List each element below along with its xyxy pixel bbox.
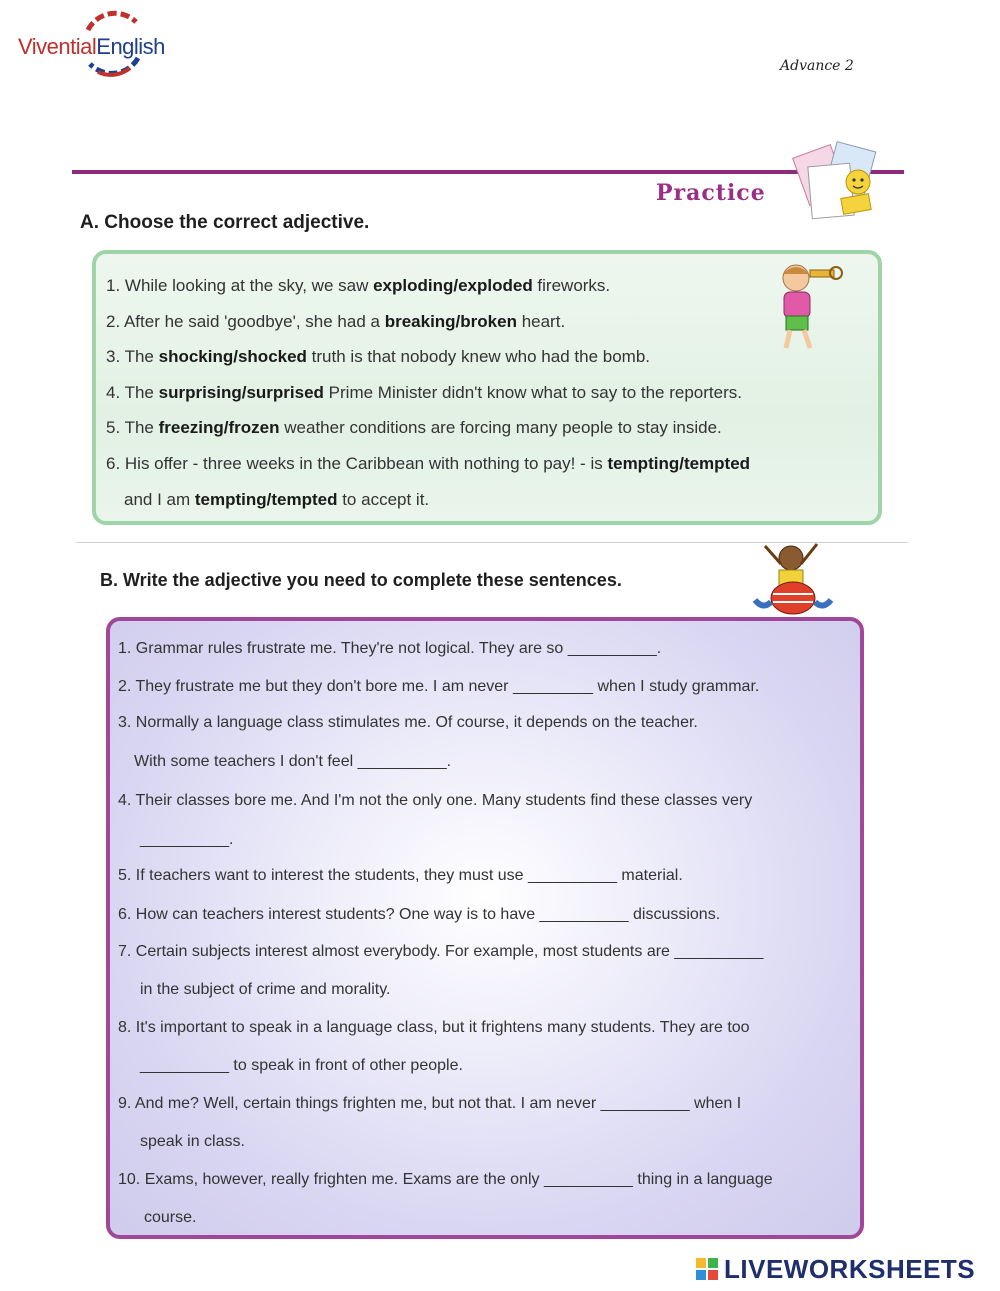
list-item[interactable] (118, 677, 759, 697)
item-line: __________ to speak in front of other people. (140, 1057, 463, 1074)
list-item[interactable] (118, 1018, 750, 1076)
choice-option[interactable]: shocking/shocked (158, 347, 307, 367)
item-line: 10. Exams, however, really frighten me. Exams are the only __________ thing in a language (118, 1171, 773, 1188)
list-item (106, 446, 878, 482)
item-text: 6. His offer - three weeks in the Caribbean with nothing to pay! - is (106, 453, 608, 473)
boy-drummer-clipart-icon (745, 540, 840, 618)
list-item (106, 375, 878, 411)
logo-part-english: English (96, 34, 165, 59)
item-text: weather conditions are forcing many people to stay inside. (279, 418, 722, 438)
list-item (106, 339, 878, 375)
practice-title: Practice (656, 180, 766, 206)
item-line: 4. Their classes bore me. And I'm not the only one. Many students find these classes very (118, 792, 753, 809)
item-text: 4. The (106, 382, 159, 402)
item-line: 8. It's important to speak in a language class, but it frightens many students. They are too (118, 1019, 750, 1036)
liveworksheets-wordmark: LIVEWORKSHEETS (724, 1254, 976, 1284)
item-line: 2. They frustrate me but they don't bore me. I am never _________ when I study grammar. (118, 678, 760, 695)
item-text: and I am (124, 489, 195, 509)
list-item (106, 268, 878, 304)
section-a-box (92, 250, 882, 525)
item-line: 1. Grammar rules frustrate me. They're not logical. They are so __________. (118, 640, 662, 657)
choice-option[interactable]: freezing/frozen (158, 418, 280, 438)
list-item[interactable] (118, 905, 720, 925)
section-b-box (106, 617, 864, 1239)
item-line: 5. If teachers want to interest the students, they must use __________ material. (118, 867, 683, 884)
item-text: 3. The (106, 347, 159, 367)
choice-option[interactable]: breaking/broken (384, 311, 517, 331)
item-line: speak in class. (140, 1133, 245, 1150)
item-text: truth is that nobody knew who had the bomb. (306, 347, 650, 367)
list-item[interactable] (118, 1170, 773, 1228)
item-text: to accept it. (337, 489, 430, 509)
list-item[interactable] (118, 791, 752, 850)
item-line: 9. And me? Well, certain things frighten me, but not that. I am never __________ when I (118, 1095, 742, 1112)
list-item (106, 304, 878, 340)
item-line: __________. (140, 831, 234, 848)
logo-wordmark (18, 34, 165, 60)
item-text: fireworks. (532, 276, 611, 295)
choice-option[interactable]: tempting/tempted (607, 453, 751, 473)
choice-option[interactable]: tempting/tempted (194, 489, 338, 509)
item-line: 6. How can teachers interest students? One way is to have __________ discussions. (118, 906, 721, 923)
list-item[interactable] (118, 942, 763, 1000)
choice-option[interactable]: surprising/surprised (158, 382, 324, 402)
logo-part-vivential: Vivential (18, 34, 97, 59)
item-text: 1. While looking at the sky, we saw (106, 276, 374, 295)
item-line: in the subject of crime and morality. (140, 981, 391, 998)
item-text: 2. After he said 'goodbye', she had a (106, 311, 385, 331)
liveworksheets-logo-icon (696, 1258, 718, 1280)
papers-clipart-icon (780, 140, 890, 230)
item-text: 5. The (106, 418, 159, 438)
item-line: With some teachers I don't feel __________. (134, 753, 452, 770)
list-item[interactable] (118, 1094, 741, 1152)
girl-trumpet-clipart-icon (770, 258, 845, 354)
item-line: 3. Normally a language class stimulates me. Of course, it depends on the teacher. (118, 714, 698, 731)
section-b-heading: B. Write the adjective you need to complete these sentences. (100, 570, 622, 590)
list-item[interactable] (118, 866, 683, 886)
list-item (106, 482, 878, 518)
choice-option[interactable]: exploding/exploded (373, 276, 533, 295)
list-item[interactable] (118, 713, 698, 772)
item-text: Prime Minister didn't know what to say to the reporters. (323, 382, 742, 402)
item-text: heart. (516, 311, 566, 331)
list-item (106, 410, 878, 446)
level-label: Advance 2 (780, 58, 854, 74)
section-a-list (96, 254, 878, 517)
list-item[interactable] (118, 639, 661, 659)
section-a-heading: A. Choose the correct adjective. (80, 212, 370, 233)
vivential-english-logo (18, 8, 198, 82)
item-line: course. (144, 1209, 197, 1226)
item-line: 7. Certain subjects interest almost everybody. For example, most students are __________ (118, 943, 764, 960)
